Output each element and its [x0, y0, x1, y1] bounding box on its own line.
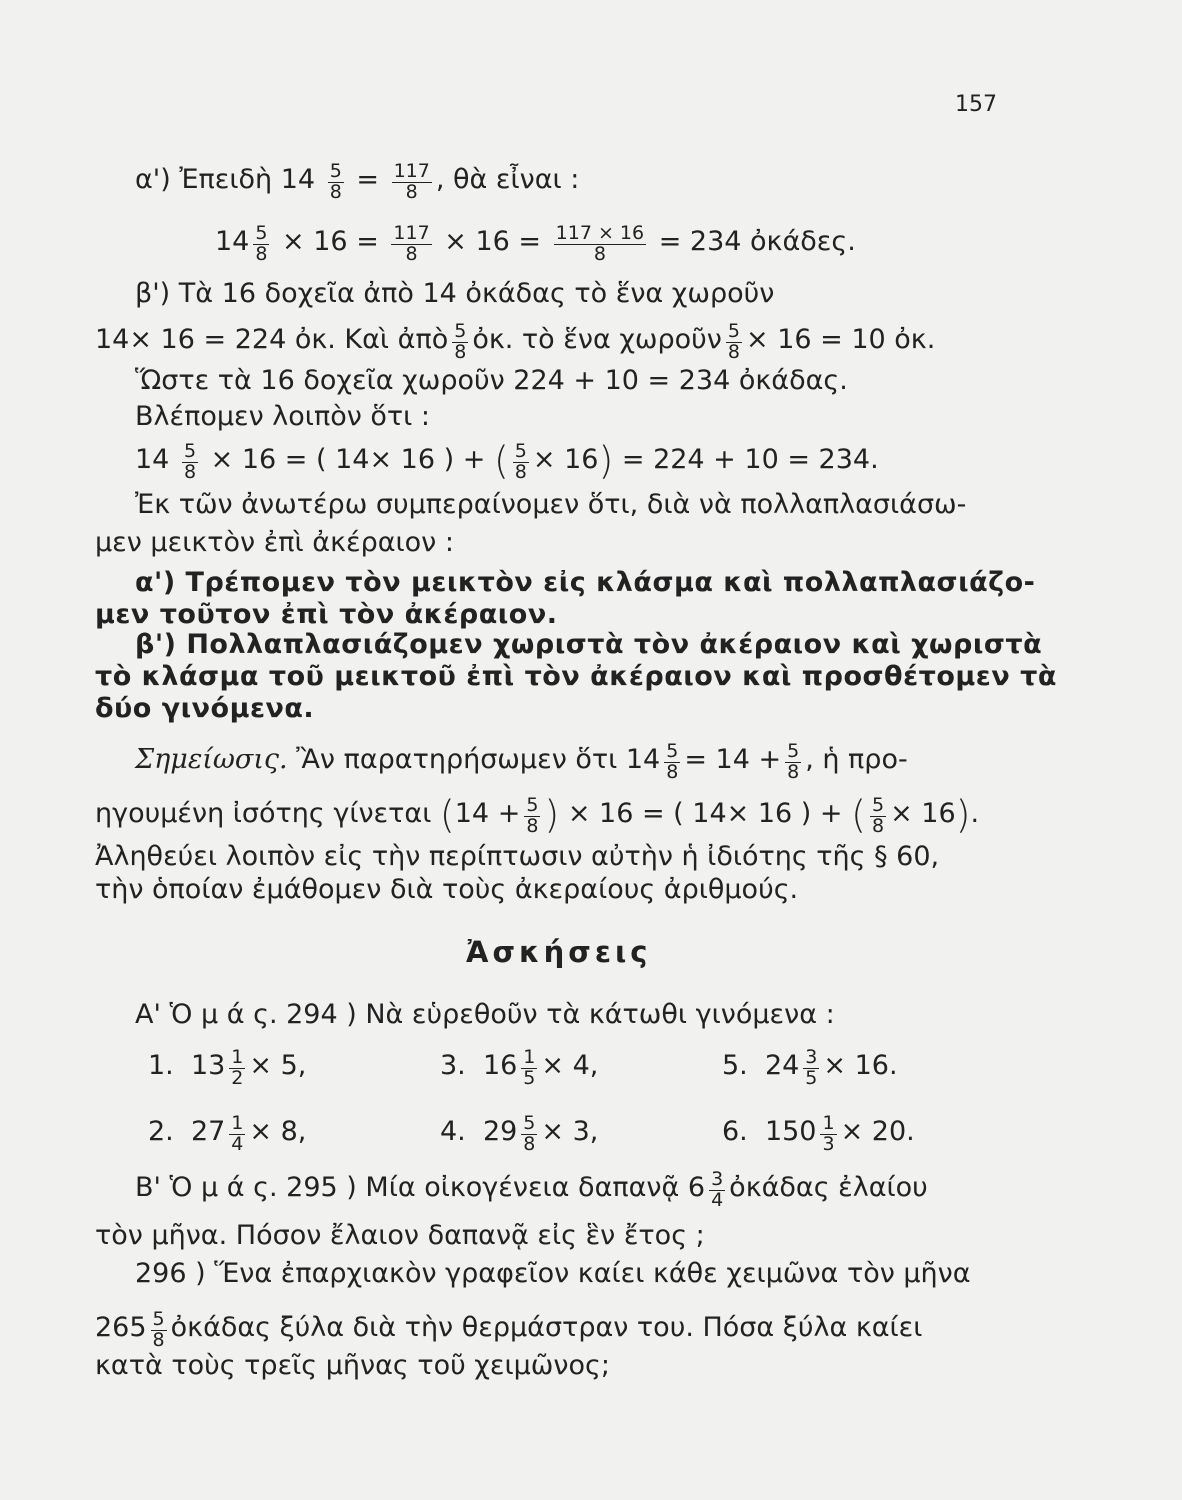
rule-b-line: δύο γινόμενα.	[95, 693, 315, 724]
fraction-5-8: $\frac{5}{8}$	[526, 794, 539, 837]
note-line-2: ηγουμένη ἰσότης γίνεται (14 + $\frac{5}{8}$ ) × 16 = ( 14× 16 ) + ( $\frac{5}{8}$ × 16).	[95, 792, 980, 837]
exercise-296-line-3: κατὰ τοὺς τρεῖς μῆνας τοῦ χειμῶνος;	[95, 1350, 610, 1381]
fraction-5-8: $\frac{5}{8}$	[152, 1308, 165, 1351]
equation-mixed-times-16: 14 $\frac{5}{8}$ × 16 = $\frac{117}{8}$ × 16 = $\frac{117 \times 16}{8}$ = 234 ὀκάδες.	[215, 222, 856, 265]
fraction-5-8: $\frac{5}{8}$	[727, 320, 740, 363]
fraction-5-8: $\frac{5}{8}$	[183, 440, 197, 483]
see-line: Βλέπομεν λοιπὸν ὅτι :	[135, 401, 430, 432]
rule-a-line: μεν τοῦτον ἐπὶ τὸν ἀκέραιον.	[95, 599, 558, 630]
fraction-117-8: $\frac{117}{8}$	[393, 160, 430, 203]
fraction-117x16-8: $\frac{117 \times 16}{8}$	[555, 222, 645, 265]
note-label: Σημείωσις.	[135, 743, 288, 775]
rule-a-line: α') Τρέπομεν τὸν μεικτὸν εἰς κλάσμα καὶ πολλαπλασιάζο-	[135, 567, 1036, 598]
exercise-item: 3. 16 $\frac{1}{5}$ × 4,	[440, 1046, 599, 1089]
exercise-296-line-2: 265 $\frac{5}{8}$ ὀκάδας ξύλα διὰ τὴν θερμάστραν του. Πόσα ξύλα καίει	[95, 1308, 923, 1351]
conclusion-line: Ὥστε τὰ 16 δοχεῖα χωροῦν 224 + 10 = 234 ὀκάδας.	[135, 365, 848, 396]
exercise-item: 1. 13 $\frac{1}{2}$ × 5,	[148, 1046, 307, 1089]
example-a-intro: α') Ἐπειδὴ 14 $\frac{5}{8}$ = $\frac{117}{8}$ , θὰ εἶναι :	[135, 160, 580, 203]
fraction-5-8: $\frac{5}{8}$	[871, 794, 885, 837]
text: , θὰ εἶναι :	[435, 163, 580, 195]
equation-line-4: 14× 16 = 224 ὀκ. Καὶ ἀπὸ $\frac{5}{8}$ ὀκ. τὸ ἕνα χωροῦν $\frac{5}{8}$ × 16 = 10 ὀκ.	[95, 320, 936, 363]
paragraph-line: μεν μεικτὸν ἐπὶ ἀκέραιον :	[95, 527, 454, 558]
fraction-5-8: $\frac{5}{8}$	[514, 440, 527, 483]
fraction-117-8: $\frac{117}{8}$	[393, 222, 430, 265]
exercise-item: 5. 24 $\frac{3}{5}$ × 16.	[722, 1046, 898, 1089]
fraction-5-8: $\frac{5}{8}$	[787, 740, 800, 783]
note-line-3: Ἀληθεύει λοιπὸν εἰς τὴν περίπτωσιν αὐτὴν ἡ ἰδιότης τῆς § 60,	[95, 841, 940, 872]
exercises-heading: Ἀσκήσεις	[466, 935, 652, 969]
paragraph-line: Ἐκ τῶν ἀνωτέρω συμπεραίνομεν ὅτι, διὰ νὰ πολλαπλασιάσω-	[135, 489, 967, 520]
exercise-item: 4. 29 $\frac{5}{8}$ × 3,	[440, 1112, 599, 1155]
note-line-1: Σημείωσις. Ἂν παρατηρήσωμεν ὅτι 14 $\frac{5}{8}$ = 14 + $\frac{5}{8}$ , ἡ προ-	[135, 740, 908, 783]
fraction-5-8: $\frac{5}{8}$	[666, 740, 679, 783]
group-b-line: Β' Ὁ μ ά ς. 295 ) Μία οἰκογένεια δαπανᾷ 6 $\frac{3}{4}$ ὀκάδας ἐλαίου	[135, 1168, 928, 1211]
rule-b-line: β') Πολλαπλασιάζομεν χωριστὰ τὸν ἀκέραιον καὶ χωριστὰ	[135, 629, 1043, 660]
exercise-item: 2. 27 $\frac{1}{4}$ × 8,	[148, 1112, 307, 1155]
fraction-5-8: $\frac{5}{8}$	[454, 320, 467, 363]
rule-b-line: τὸ κλάσμα τοῦ μεικτοῦ ἐπὶ τὸν ἀκέραιον καὶ προσθέτομεν τὰ	[95, 661, 1057, 692]
text: α') Ἐπειδὴ 14	[135, 163, 316, 195]
fraction-5-8: $\frac{5}{8}$	[255, 222, 268, 265]
equation-line-7: 14 $\frac{5}{8}$ × 16 = ( 14× 16 ) + ( $\frac{5}{8}$ × 16) = 224 + 10 = 234.	[135, 438, 879, 483]
exercise-item: 6. 150 $\frac{1}{3}$ × 20.	[722, 1112, 915, 1155]
example-b-line: β') Τὰ 16 δοχεῖα ἀπὸ 14 ὀκάδας τὸ ἕνα χωροῦν	[135, 278, 775, 309]
group-b-line-2: τὸν μῆνα. Πόσον ἔλαιον δαπανᾷ εἰς ἓν ἔτος ;	[95, 1220, 705, 1251]
note-line-4: τὴν ὁποίαν ἐμάθομεν διὰ τοὺς ἀκεραίους ἀριθμούς.	[95, 874, 799, 905]
group-a-line: Α' Ὁ μ ά ς. 294 ) Νὰ εὑρεθοῦν τὰ κάτωθι γινόμενα :	[135, 999, 835, 1030]
page-number: 157	[955, 92, 997, 117]
fraction-3-4: $\frac{3}{4}$	[711, 1168, 724, 1211]
exercise-296-line-1: 296 ) Ἕνα ἐπαρχιακὸν γραφεῖον καίει κάθε χειμῶνα τὸν μῆνα	[135, 1258, 971, 1289]
fraction-5-8: $\frac{5}{8}$	[329, 160, 342, 203]
